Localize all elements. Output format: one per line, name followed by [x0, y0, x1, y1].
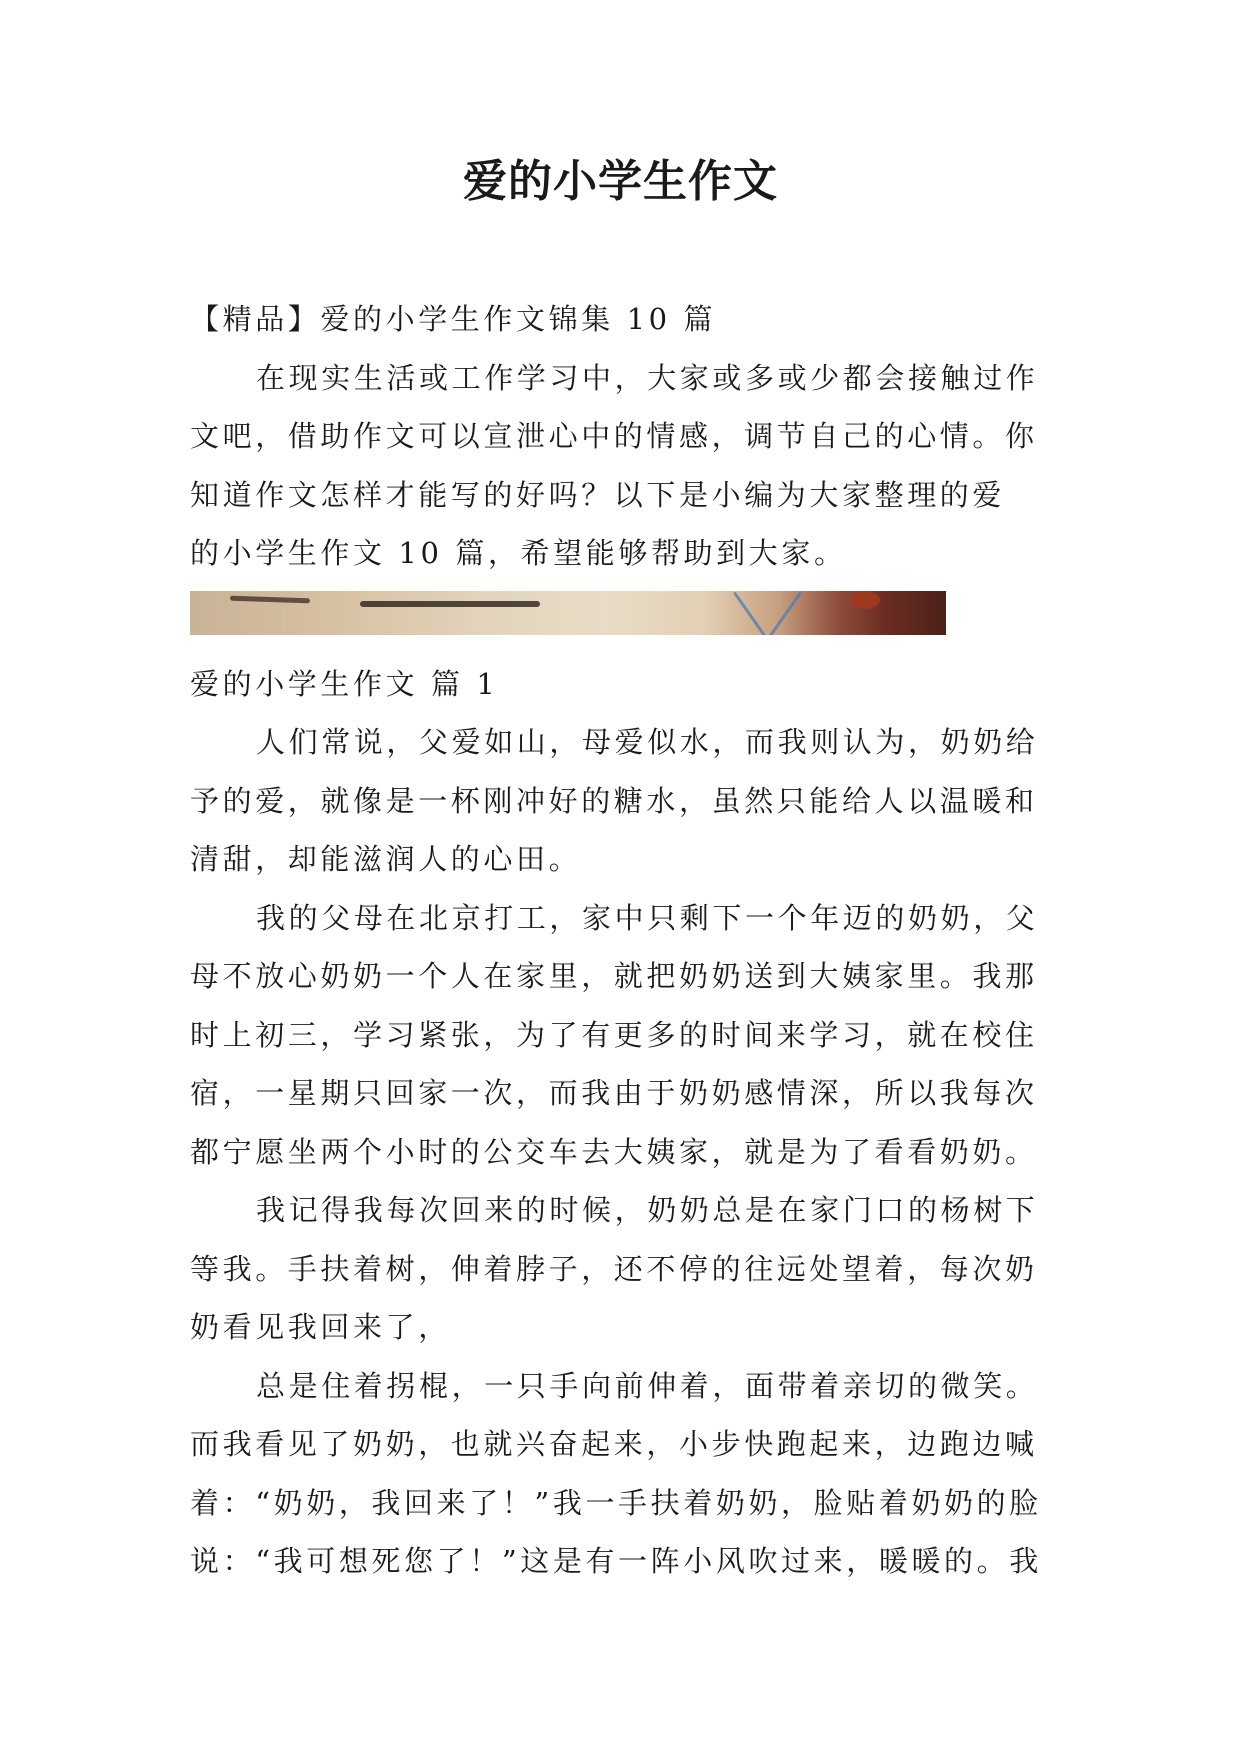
paragraph-line: 母不放心奶奶一个人在家里，就把奶奶送到大姨家里。我那 [190, 959, 1038, 993]
paragraph-line: 说：“我可想死您了！”这是有一阵小风吹过来，暖暖的。我 [190, 1544, 1042, 1578]
document-title: 爱的小学生作文 [463, 156, 778, 207]
paragraph-line: 清甜，却能滋润人的心田。 [190, 842, 582, 876]
document-body [190, 290, 1050, 1591]
paragraph-line: 我的父母在北京打工，家中只剩下一个年迈的奶奶，父 [256, 900, 1039, 935]
document-subtitle: 【精品】爱的小学生作文锦集 10 篇 [190, 302, 717, 336]
paragraph-line: 奶看见我回来了， [190, 1310, 451, 1344]
intro-line: 文吧，借助作文可以宣泄心中的情感，调节自己的心情。你 [190, 419, 1038, 453]
section-heading: 爱的小学生作文 篇 1 [190, 666, 499, 701]
paragraph-line: 予的爱，就像是一杯刚冲好的糖水，虽然只能给人以温暖和 [190, 783, 1038, 818]
banner-detail [360, 601, 540, 607]
banner-detail [850, 591, 880, 609]
paragraph-line: 而我看见了奶奶，也就兴奋起来，小步快跑起来，边跑边喊 [190, 1427, 1038, 1461]
paragraph-line: 着：“奶奶，我回来了！”我一手扶着奶奶，脸贴着奶奶的脸 [190, 1485, 1042, 1520]
banner-detail [733, 591, 770, 634]
paragraph-line: 宿，一星期只回家一次，而我由于奶奶感情深，所以我每次 [190, 1076, 1038, 1110]
banner-image [190, 591, 946, 635]
paragraph-2 [190, 889, 1050, 1182]
paragraph-line: 时上初三，学习紧张，为了有更多的时间来学习，就在校住 [190, 1017, 1038, 1052]
paragraph-1 [190, 713, 1050, 889]
paragraph-line: 人们常说，父爱如山，母爱似水，而我则认为，奶奶给 [256, 725, 1039, 759]
intro-line: 知道作文怎样才能写的好吗？以下是小编为大家整理的爱 [190, 477, 1006, 512]
intro-line: 在现实生活或工作学习中，大家或多或少都会接触过作 [256, 360, 1039, 395]
paragraph-4 [190, 1357, 1050, 1591]
intro-paragraph [190, 349, 1050, 583]
paragraph-line: 都宁愿坐两个小时的公交车去大姨家，就是为了看看奶奶。 [190, 1134, 1038, 1169]
banner-detail [230, 595, 310, 603]
intro-line: 的小学生作文 10 篇，希望能够帮助到大家。 [190, 536, 847, 570]
banner-detail [765, 591, 802, 634]
paragraph-line: 我记得我每次回来的时候，奶奶总是在家门口的杨树下 [256, 1193, 1039, 1227]
paragraph-line: 等我。手扶着树，伸着脖子，还不停的往远处望着，每次奶 [190, 1251, 1038, 1286]
paragraph-line: 总是住着拐棍，一只手向前伸着，面带着亲切的微笑。 [256, 1368, 1039, 1403]
paragraph-3 [190, 1181, 1050, 1357]
